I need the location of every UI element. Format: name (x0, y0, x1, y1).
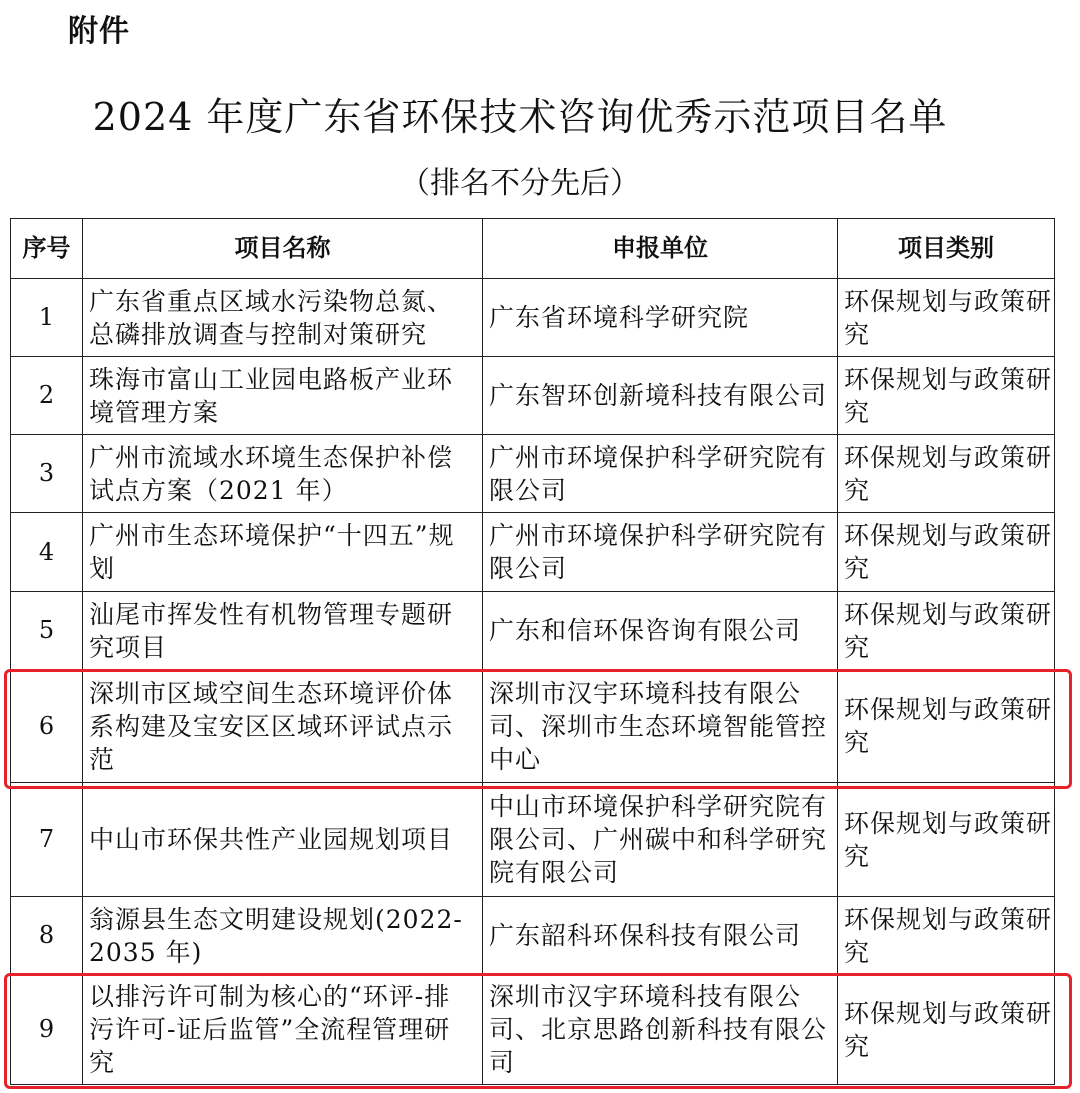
row-category: 环保规划与政策研究 (838, 279, 1055, 357)
header-project-name: 项目名称 (83, 219, 483, 279)
row-unit: 中山市环境保护科学研究院有限公司、广州碳中和科学研究院有限公司 (483, 783, 838, 897)
table-row (11, 670, 1055, 783)
table-row (11, 279, 1055, 357)
row-unit: 广东韶科环保科技有限公司 (483, 897, 838, 975)
table-row (11, 975, 1055, 1085)
row-unit: 广东省环境科学研究院 (483, 279, 838, 357)
row-unit: 深圳市汉宇环境科技有限公司、北京思路创新科技有限公司 (483, 975, 838, 1085)
row-project-name: 珠海市富山工业园电路板产业环境管理方案 (83, 357, 483, 435)
row-index: 1 (11, 279, 83, 357)
row-unit: 深圳市汉宇环境科技有限公司、深圳市生态环境智能管控中心 (483, 670, 838, 783)
row-project-name: 广州市生态环境保护“十四五”规划 (83, 513, 483, 592)
row-project-name: 汕尾市挥发性有机物管理专题研究项目 (83, 592, 483, 670)
row-index: 3 (11, 435, 83, 513)
row-unit: 广东智环创新境科技有限公司 (483, 357, 838, 435)
table-row (11, 897, 1055, 975)
row-project-name: 广州市流域水环境生态保护补偿试点方案（2021 年） (83, 435, 483, 513)
project-list-table (10, 218, 1055, 1085)
row-project-name: 广东省重点区域水污染物总氮、总磷排放调查与控制对策研究 (83, 279, 483, 357)
table-row (11, 783, 1055, 897)
row-index: 9 (11, 975, 83, 1085)
row-category: 环保规划与政策研究 (838, 975, 1055, 1085)
row-project-name: 深圳市区域空间生态环境评价体系构建及宝安区区域环评试点示范 (83, 670, 483, 783)
row-category: 环保规划与政策研究 (838, 357, 1055, 435)
row-unit: 广东和信环保咨询有限公司 (483, 592, 838, 670)
table-header-row (11, 219, 1055, 279)
table-row (11, 592, 1055, 670)
attachment-label: 附件 (68, 14, 130, 49)
row-index: 6 (11, 670, 83, 783)
row-category: 环保规划与政策研究 (838, 592, 1055, 670)
header-unit: 申报单位 (483, 219, 838, 279)
table-row (11, 357, 1055, 435)
row-index: 8 (11, 897, 83, 975)
header-index: 序号 (11, 219, 83, 279)
document-subtitle: （排名不分先后） (400, 166, 640, 201)
row-project-name: 翁源县生态文明建设规划(2022-2035 年) (83, 897, 483, 975)
table-row (11, 513, 1055, 592)
header-category: 项目类别 (838, 219, 1055, 279)
row-unit: 广州市环境保护科学研究院有限公司 (483, 435, 838, 513)
row-unit: 广州市环境保护科学研究院有限公司 (483, 513, 838, 592)
row-category: 环保规划与政策研究 (838, 897, 1055, 975)
row-category: 环保规划与政策研究 (838, 435, 1055, 513)
row-index: 5 (11, 592, 83, 670)
row-index: 7 (11, 783, 83, 897)
row-project-name: 中山市环保共性产业园规划项目 (83, 783, 483, 897)
row-index: 4 (11, 513, 83, 592)
row-category: 环保规划与政策研究 (838, 783, 1055, 897)
row-index: 2 (11, 357, 83, 435)
document-title: 2024 年度广东省环保技术咨询优秀示范项目名单 (92, 95, 948, 139)
row-category: 环保规划与政策研究 (838, 513, 1055, 592)
row-category: 环保规划与政策研究 (838, 670, 1055, 783)
row-project-name: 以排污许可制为核心的“环评-排污许可-证后监管”全流程管理研究 (83, 975, 483, 1085)
table-row (11, 435, 1055, 513)
